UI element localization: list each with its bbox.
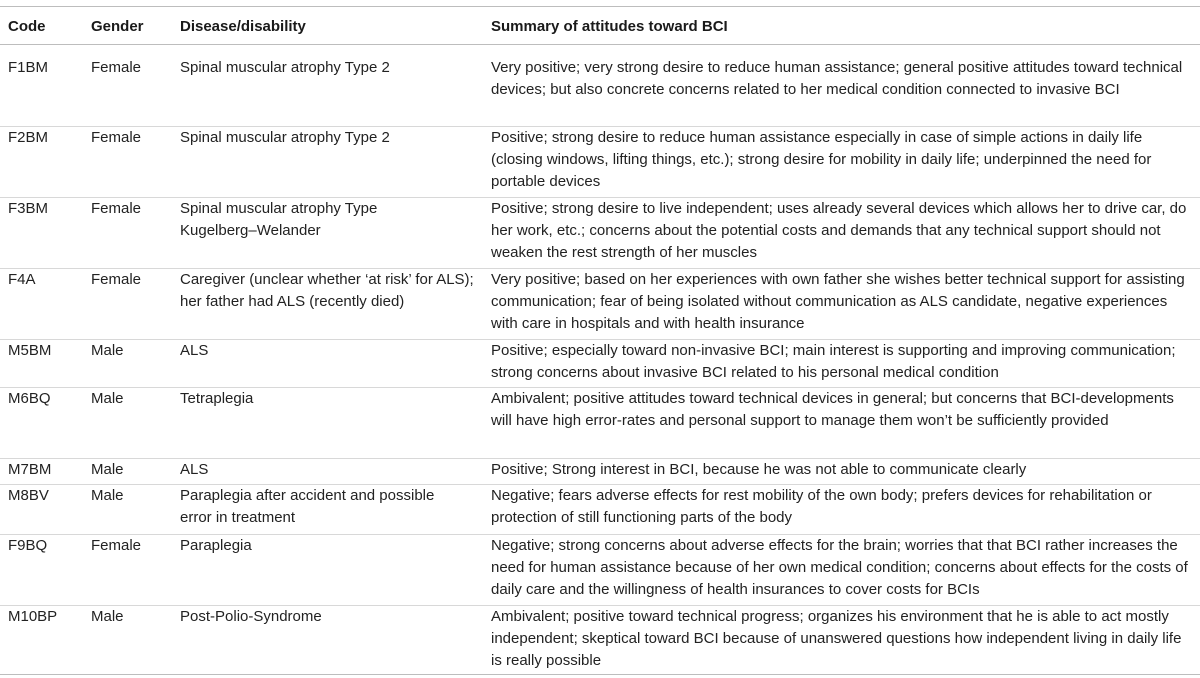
header-disease: Disease/disability	[180, 18, 306, 35]
cell-code: F9BQ	[8, 537, 48, 554]
table-row	[0, 127, 1200, 198]
cell-gender: Female	[91, 129, 142, 146]
cell-summary: Positive; strong desire to live independent; uses already several devices which allows her to drive car, do her work, etc.; concerns about the potential costs and demands that any technical support should not weaken the rest strength of her muscles	[491, 200, 1187, 261]
cell-gender: Female	[91, 59, 142, 76]
table-row	[0, 269, 1200, 340]
cell-code: F3BM	[8, 200, 49, 217]
cell-disease: Spinal muscular atrophy Type 2	[180, 59, 390, 76]
cell-disease: Paraplegia after accident and possible error in treatment	[180, 487, 435, 526]
table-row	[0, 388, 1200, 459]
cell-summary: Very positive; very strong desire to reduce human assistance; general positive attitudes toward technical devices; but also concrete concerns related to her medical condition connected to invasive BCI	[491, 59, 1183, 98]
table-row	[0, 535, 1200, 606]
cell-code: M10BP	[8, 608, 58, 625]
cell-disease: Tetraplegia	[180, 390, 254, 407]
table-row	[0, 340, 1200, 388]
table-header-rule	[0, 44, 1200, 45]
cell-summary: Negative; fears adverse effects for rest mobility of the own body; prefers devices for rehabilitation or protection of still functioning parts of the body	[491, 487, 1152, 526]
cell-disease: Spinal muscular atrophy Type 2	[180, 129, 390, 146]
header-summary: Summary of attitudes toward BCI	[491, 18, 728, 35]
cell-code: F1BM	[8, 59, 49, 76]
cell-gender: Male	[91, 461, 124, 478]
cell-gender: Male	[91, 487, 124, 504]
cell-summary: Negative; strong concerns about adverse effects for the brain; worries that that BCI rather increases the need for human assistance because of her own medical condition; concerns about effects for the costs of daily care and the willingness of health insurances to cover costs for BCIs	[491, 537, 1188, 598]
table-top-rule	[0, 6, 1200, 7]
cell-summary: Positive; especially toward non-invasive BCI; main interest is supporting and improving communication; strong concerns about invasive BCI related to his personal medical condition	[491, 342, 1176, 381]
header-code: Code	[8, 18, 46, 35]
cell-code: M5BM	[8, 342, 52, 359]
table-row	[0, 198, 1200, 269]
table-bottom-rule	[0, 674, 1200, 675]
cell-summary: Very positive; based on her experiences with own father she wishes better technical support for assisting communication; fear of being isolated without communication as ALS candidate, negative experiences with care in hospitals and with health insurance	[491, 271, 1185, 332]
cell-summary: Ambivalent; positive toward technical progress; organizes his environment that he is able to act mostly independent; skeptical toward BCI because of unanswered questions how independent living in daily life is really possible	[491, 608, 1182, 669]
cell-summary: Positive; strong desire to reduce human assistance especially in case of simple actions in daily life (closing windows, lifting things, etc.); strong desire for mobility in daily life; underpinned the need for portable devices	[491, 129, 1152, 190]
cell-summary: Positive; Strong interest in BCI, because he was not able to communicate clearly	[491, 461, 1027, 478]
cell-gender: Male	[91, 390, 124, 407]
table-row	[0, 459, 1200, 485]
cell-code: F4A	[8, 271, 36, 288]
cell-disease: ALS	[180, 461, 209, 478]
cell-gender: Female	[91, 537, 142, 554]
cell-code: F2BM	[8, 129, 49, 146]
cell-summary: Ambivalent; positive attitudes toward technical devices in general; but concerns that BCI-developments will have high error-rates and personal support to manage them won’t be sufficiently provided	[491, 390, 1174, 429]
table-row	[0, 485, 1200, 535]
header-gender: Gender	[91, 18, 144, 35]
cell-disease: Spinal muscular atrophy Type Kugelberg–Welander	[180, 200, 378, 239]
table-row	[0, 606, 1200, 674]
cell-gender: Male	[91, 608, 124, 625]
table-row	[0, 57, 1200, 127]
table-header-row	[0, 16, 1200, 38]
cell-disease: Post-Polio-Syndrome	[180, 608, 322, 625]
cell-disease: Caregiver (unclear whether ‘at risk’ for ALS); her father had ALS (recently died)	[180, 271, 474, 310]
cell-gender: Female	[91, 200, 142, 217]
cell-code: M8BV	[8, 487, 49, 504]
cell-disease: Paraplegia	[180, 537, 252, 554]
cell-code: M7BM	[8, 461, 52, 478]
cell-disease: ALS	[180, 342, 209, 359]
cell-code: M6BQ	[8, 390, 51, 407]
cell-gender: Male	[91, 342, 124, 359]
cell-gender: Female	[91, 271, 142, 288]
